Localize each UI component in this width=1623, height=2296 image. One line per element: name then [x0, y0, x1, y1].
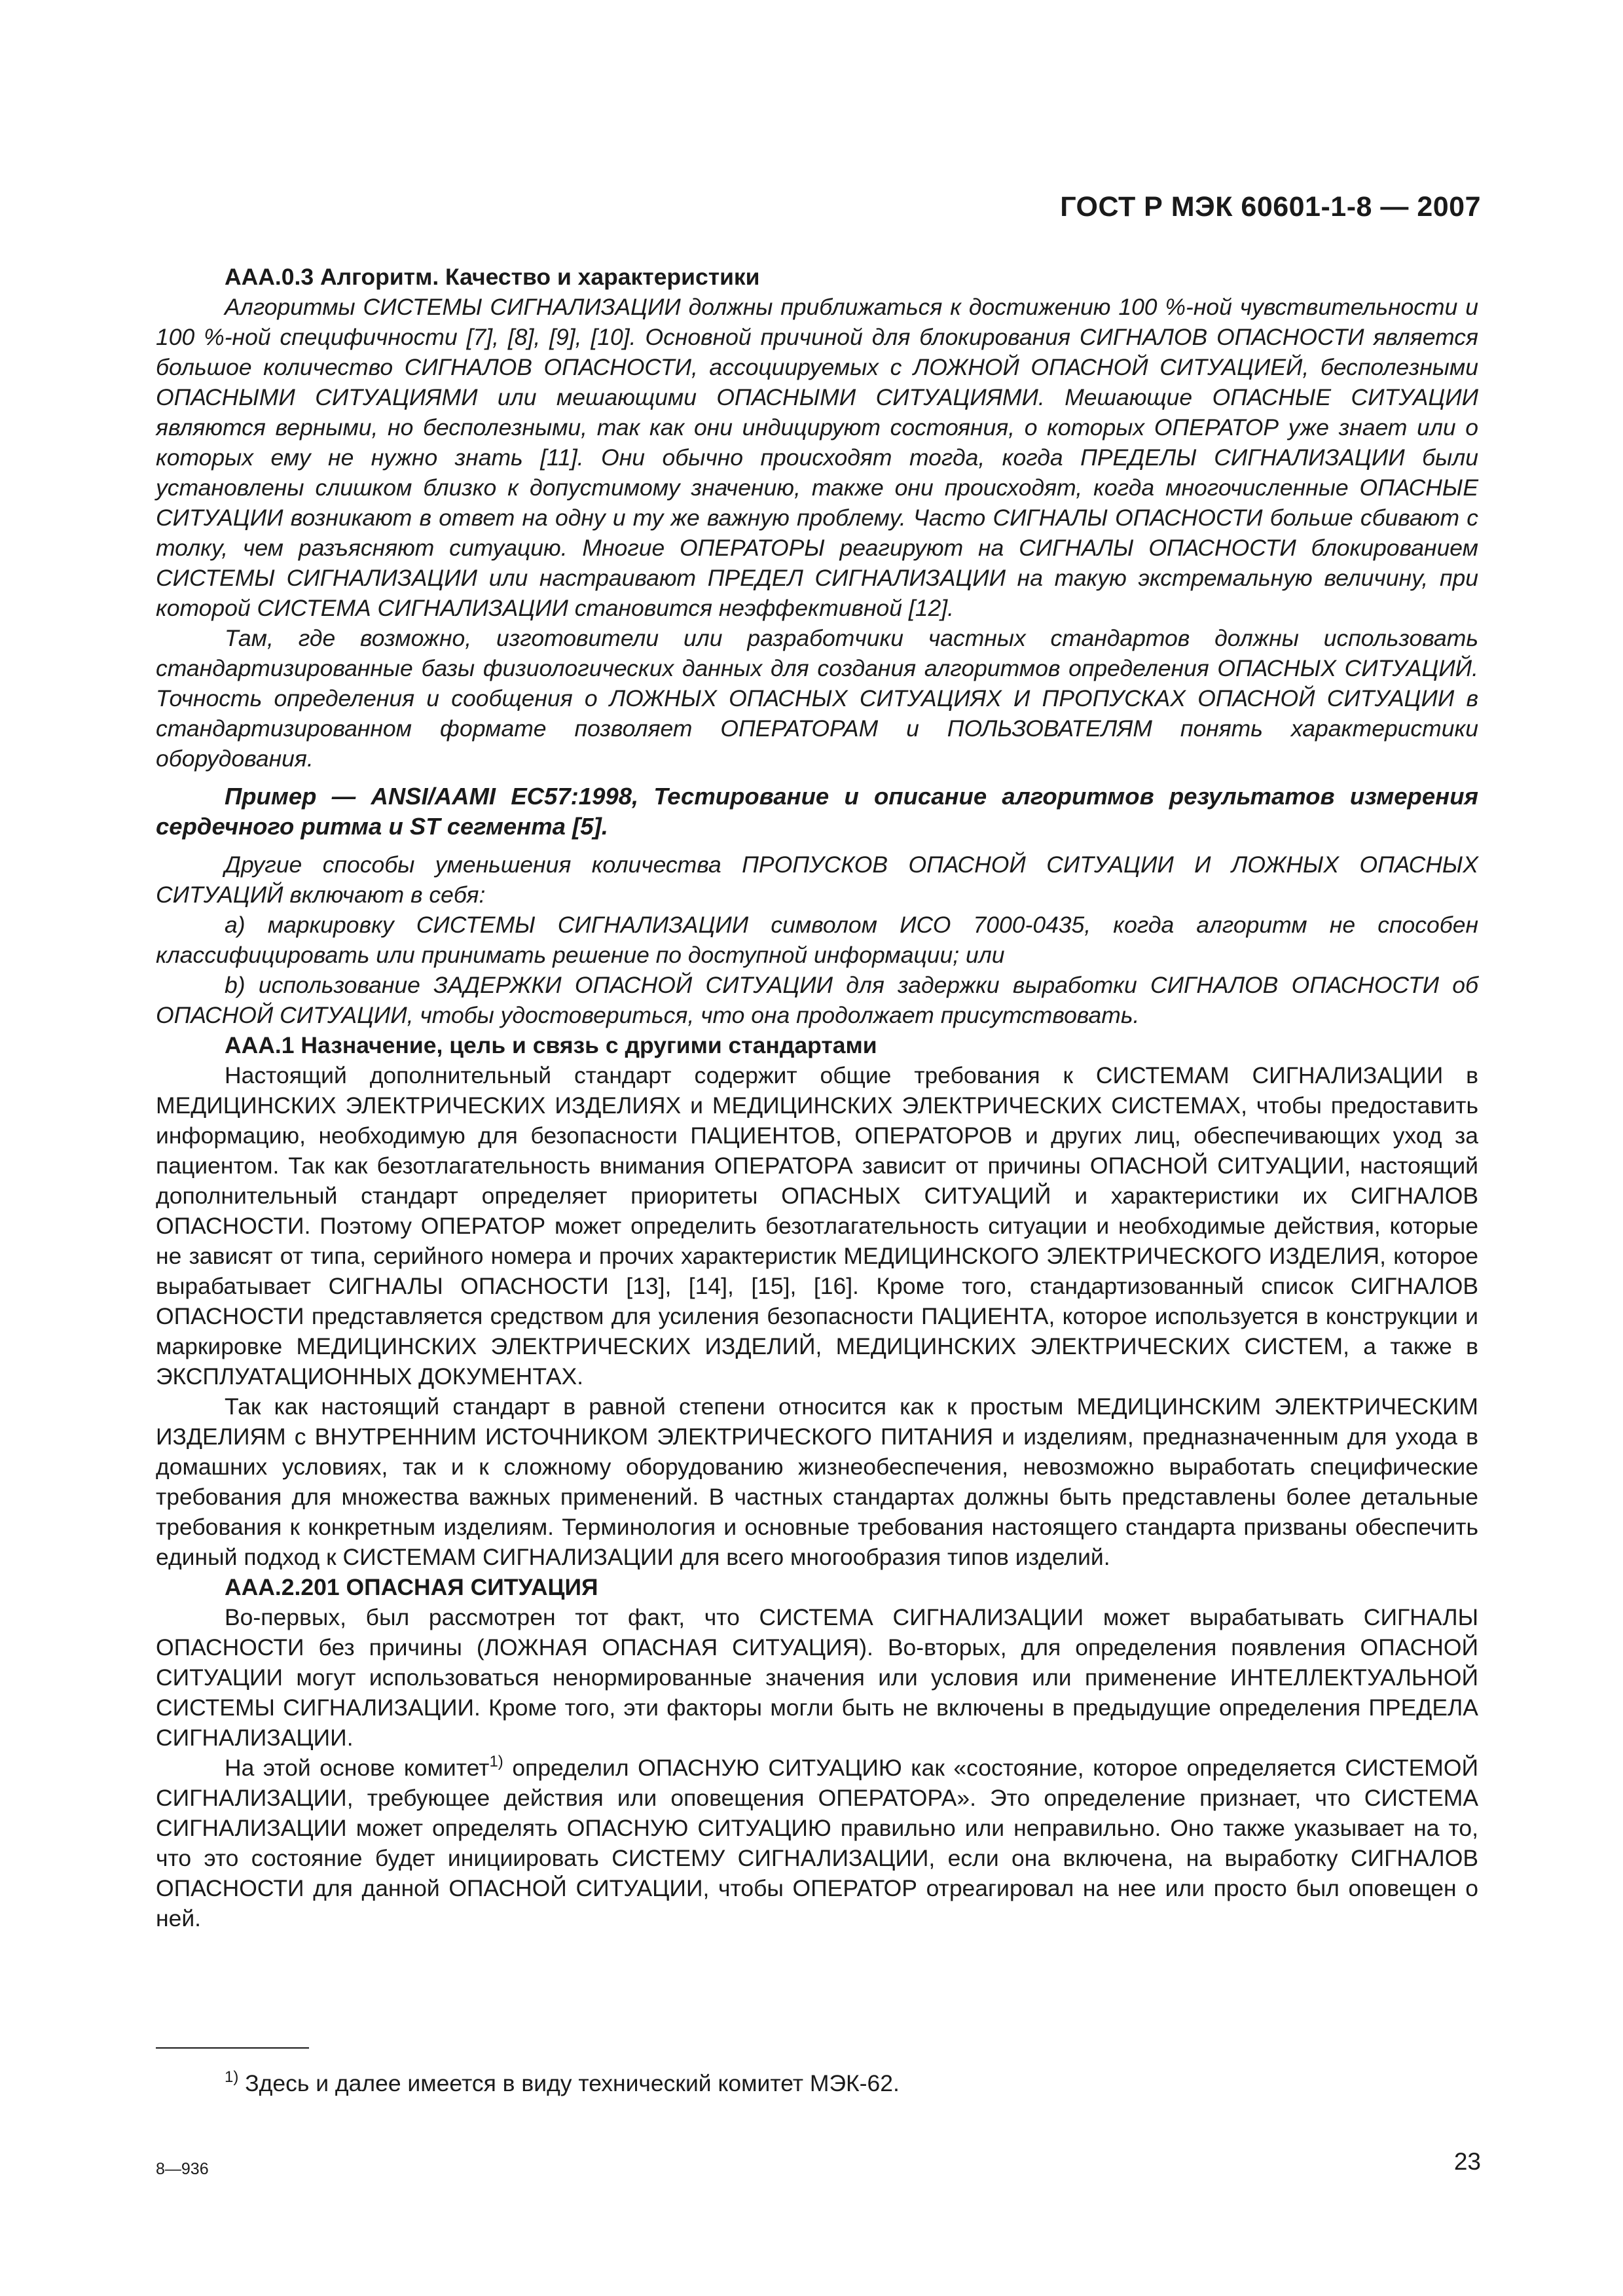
committee-text-end: определил ОПАСНУЮ СИТУАЦИЮ как «состояние, которое определяется СИСТЕМОЙ СИГНАЛИЗАЦИИ, требующее действия или оповещения ОПЕРАТОРА». Это определение признает, что СИСТЕМА СИГНАЛИЗАЦИИ может определять ОПАСНУЮ СИТУАЦИЮ правильно или неправильно. Оно также указывает на то, что это состояние будет инициировать СИСТЕМУ СИГНАЛИЗАЦИИ, если она включена, на выработку СИГНАЛОВ ОПАСНОСТИ для данной ОПАСНОЙ СИТУАЦИИ, чтобы ОПЕРАТОР отреагировал на нее или просто был оповещен о ней.: [156, 1755, 1478, 1931]
section-heading-aaa-0-3: AAA.0.3 Алгоритм. Качество и характеристики: [225, 264, 760, 290]
footnote: [225, 2068, 900, 2098]
paragraph-scope: Так как настоящий стандарт в равной степени относится как к простым МЕДИЦИНСКИМ ЭЛЕКТРИЧЕСКИМ ИЗДЕЛИЯМ с ВНУТРЕННИМ ИСТОЧНИКОМ ЭЛЕКТРИЧЕСКОГО ПИТАНИЯ и изделиям, предназначенным для ухода в домашних условиях, так и к сложному оборудованию жизнеобеспечения, невозможно выработать специфические требования для множества важных применений. В частных стандартах должны быть представлены более детальные требования к конкретным изделиям. Терминология и основные требования настоящего стандарта призваны обеспечить единый подход к СИСТЕМАМ СИГНАЛИЗАЦИИ для всего многообразия типов изделий.: [156, 1393, 1478, 1570]
footnote-marker: 1): [225, 2068, 239, 2086]
order-code: 8—936: [156, 2160, 209, 2178]
footnote-reference: 1): [489, 1753, 503, 1770]
committee-text-start: На этой основе комитет: [225, 1755, 490, 1781]
footnote-divider: [156, 2047, 309, 2049]
paragraph-purpose: Настоящий дополнительный стандарт содержит общие требования к СИСТЕМАМ СИГНАЛИЗАЦИИ в МЕДИЦИНСКИХ ЭЛЕКТРИЧЕСКИХ ИЗДЕЛИЯХ и МЕДИЦИНСКИХ ЭЛЕКТРИЧЕСКИХ СИСТЕМАХ, чтобы предоставить информацию, необходимую для безопасности ПАЦИЕНТОВ, ОПЕРАТОРОВ и других лиц, обеспечивающих уход за пациентом. Так как безотлагательность внимания ОПЕРАТОРА зависит от причины ОПАСНОЙ СИТУАЦИИ, настоящий дополнительный стандарт определяет приоритеты ОПАСНЫХ СИТУАЦИЙ и характеристики их СИГНАЛОВ ОПАСНОСТИ. Поэтому ОПЕРАТОР может определить безотлагательность ситуации и необходимые действия, которые не зависят от типа, серийного номера и прочих характеристик МЕДИЦИНСКОГО ЭЛЕКТРИЧЕСКОГО ИЗДЕЛИЯ, которое вырабатывает СИГНАЛЫ ОПАСНОСТИ [13], [14], [15], [16]. Кроме того, стандартизованный список СИГНАЛОВ ОПАСНОСТИ представляется средством для усиления безопасности ПАЦИЕНТА, которое используется в конструкции и маркировке МЕДИЦИНСКИХ ЭЛЕКТРИЧЕСКИХ ИЗДЕЛИЙ, МЕДИЦИНСКИХ ЭЛЕКТРИЧЕСКИХ СИСТЕМ, а также в ЭКСПЛУАТАЦИОННЫХ ДОКУМЕНТАХ.: [156, 1062, 1478, 1390]
paragraph-algorithms: Алгоритмы СИСТЕМЫ СИГНАЛИЗАЦИИ должны приближаться к достижению 100 %-ной чувствительности и 100 %-ной специфичности [7], [8], [9], [10]. Основной причиной для блокирования СИГНАЛОВ ОПАСНОСТИ является большое количество СИГНАЛОВ ОПАСНОСТИ, ассоциируемых с ЛОЖНОЙ ОПАСНОЙ СИТУАЦИЕЙ, бесполезными ОПАСНЫМИ СИТУАЦИЯМИ или мешающими ОПАСНЫМИ СИТУАЦИЯМИ. Мешающие ОПАСНЫЕ СИТУАЦИИ являются верными, но бесполезными, так как они индицируют состояния, о которых ОПЕРАТОР уже знает или о которых ему не нужно знать [11]. Они обычно происходят тогда, когда ПРЕДЕЛЫ СИГНАЛИЗАЦИИ были установлены слишком близко к допустимому значению, также они происходят, когда многочисленные ОПАСНЫЕ СИТУАЦИИ возникают в ответ на одну и ту же важную проблему. Часто СИГНАЛЫ ОПАСНОСТИ больше сбивают с толку, чем разъясняют ситуацию. Многие ОПЕРАТОРЫ реагируют на СИГНАЛЫ ОПАСНОСТИ блокированием СИСТЕМЫ СИГНАЛИЗАЦИИ или настраивают ПРЕДЕЛ СИГНАЛИЗАЦИИ на такую экстремальную величину, при которой СИСТЕМА СИГНАЛИЗАЦИИ становится неэффективной [12].: [156, 294, 1478, 621]
list-item-a: a) маркировку СИСТЕМЫ СИГНАЛИЗАЦИИ символом ИСО 7000-0435, когда алгоритм не способен классифицировать или принимать решение по доступной информации; или: [156, 912, 1478, 968]
section-heading-aaa-1: AAA.1 Назначение, цель и связь с другими стандартами: [225, 1032, 877, 1058]
paragraph-committee-definition: [156, 1753, 1478, 1933]
paragraph-other-methods: Другие способы уменьшения количества ПРОПУСКОВ ОПАСНОЙ СИТУАЦИИ И ЛОЖНЫХ ОПАСНЫХ СИТУАЦИЙ включают в себя:: [156, 852, 1478, 908]
paragraph-standardized-databases: Там, где возможно, изготовители или разработчики частных стандартов должны использовать стандартизированные базы физиологических данных для создания алгоритмов определения ОПАСНЫХ СИТУАЦИЙ. Точность определения и сообщения о ЛОЖНЫХ ОПАСНЫХ СИТУАЦИЯХ И ПРОПУСКАХ ОПАСНОЙ СИТУАЦИИ в стандартизированном формате позволяет ОПЕРАТОРАМ и ПОЛЬЗОВАТЕЛЯМ понять характеристики оборудования.: [156, 625, 1478, 772]
document-body: [156, 262, 1478, 1933]
example-note: Пример — ANSI/AAMI EC57:1998, Тестирование и описание алгоритмов результатов измерения сердечного ритма и ST сегмента [5].: [156, 783, 1478, 840]
paragraph-false-alarm: Во-первых, был рассмотрен тот факт, что СИСТЕМА СИГНАЛИЗАЦИИ может вырабатывать СИГНАЛЫ ОПАСНОСТИ без причины (ЛОЖНАЯ ОПАСНАЯ СИТУАЦИЯ). Во-вторых, для определения появления ОПАСНОЙ СИТУАЦИИ могут использоваться ненормированные значения или условия или применение ИНТЕЛЛЕКТУАЛЬНОЙ СИСТЕМЫ СИГНАЛИЗАЦИИ. Кроме того, эти факторы могли быть не включены в предыдущие определения ПРЕДЕЛА СИГНАЛИЗАЦИИ.: [156, 1604, 1478, 1751]
page-number: 23: [1453, 2148, 1481, 2175]
footnote-text: Здесь и далее имеется в виду технический комитет МЭК-62.: [238, 2070, 900, 2096]
section-heading-aaa-2-201: AAA.2.201 ОПАСНАЯ СИТУАЦИЯ: [225, 1574, 598, 1600]
page-header-standard-id: ГОСТ Р МЭК 60601-1-8 — 2007: [1060, 191, 1481, 223]
list-item-b: b) использование ЗАДЕРЖКИ ОПАСНОЙ СИТУАЦИИ для задержки выработки СИГНАЛОВ ОПАСНОСТИ об ОПАСНОЙ СИТУАЦИИ, чтобы удостовериться, что она продолжает присутствовать.: [156, 972, 1478, 1028]
